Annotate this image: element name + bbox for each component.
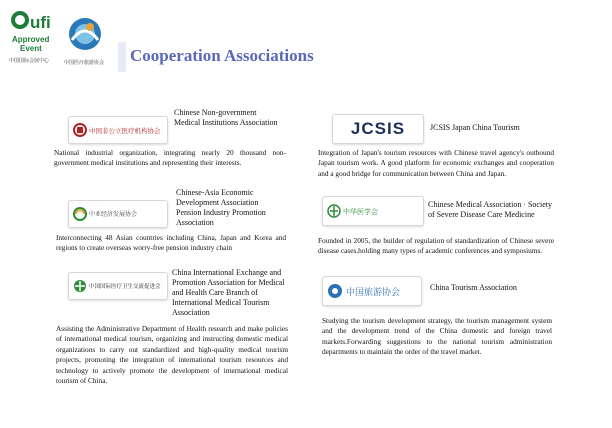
cieapa-logo: [68, 272, 168, 300]
jcsis-logo: JCSIS: [332, 114, 424, 144]
association-name: Chinese-Asia Economic Development Association Pension Industry Promotion Association: [176, 188, 266, 227]
svg-text:中国医疗旅游协会: 中国医疗旅游协会: [64, 60, 105, 66]
caeda-logo: [68, 200, 168, 228]
association-name: Chinese Non-government Medical Institutions Association: [174, 108, 278, 127]
svg-text:中亚经济发展协会: 中亚经济发展协会: [89, 211, 138, 218]
association-name: JCSIS Japan China Tourism: [430, 123, 520, 132]
association-description: Interconnecting 48 Asian countries including China, Japan and Korea and regions to create overseas worry-free pension industry chain: [56, 233, 286, 253]
association-description: Assisting the Administrative Department of Health research and make policies of international medical tourism, organizing and instructing domestic medical organizations to carry out standardized and high-quality medical tourism projects, promoting the integration of international tourism resources and technology to actively promote the development of international medical tourism of China.: [56, 324, 288, 386]
svg-text:中国旅游协会: 中国旅游协会: [346, 288, 401, 298]
association-name: China International Exchange and Promotion Association for Medical and Health Care Branch of International Medical Tourism Association: [172, 268, 285, 317]
china-tourism-association-logo: [322, 276, 422, 306]
cnmia-logo: [68, 116, 168, 144]
svg-text:ufi: ufi: [30, 13, 51, 32]
association-description: Studying the tourism development strategy, the tourism management system and the development trend of the China domestic and foreign travel markets.Forwarding suggestions to the national tourism administration departments to maintain the order of the travel market.: [322, 316, 552, 357]
medical-tourism-org-logo: [62, 10, 108, 68]
title-accent-bar: [118, 42, 126, 72]
chinese-medical-association-logo: [322, 196, 424, 226]
svg-text:Approved: Approved: [12, 35, 50, 44]
association-name: Chinese Medical Association · Society of Severe Disease Care Medicine: [428, 200, 552, 219]
svg-text:中国非公立医疗机构协会: 中国非公立医疗机构协会: [89, 127, 161, 135]
svg-text:Event: Event: [20, 44, 42, 53]
association-name: China Tourism Association: [430, 283, 517, 292]
svg-text:中华医学会: 中华医学会: [343, 208, 378, 216]
association-description: Integration of Japan's tourism resources with Chinese travel agency's outbound Japan tourism work. A good platform for economic exchanges and cooperation and a good bridge for communication between China and Japan.: [318, 148, 554, 178]
association-description: Founded in 2005, the builder of regulation of standardization of Chinese severe disease cases,holding many types of academic conferences and symposiums.: [318, 236, 554, 256]
page-title: Cooperation Associations: [130, 46, 314, 65]
svg-text:中国国际医疗卫生交流促进会: 中国国际医疗卫生交流促进会: [89, 284, 161, 290]
association-description: National industrial organization, integrating nearly 20 thousand non-government medical institutions and representing their interests.: [54, 148, 286, 168]
ufi-approved-event-logo: [8, 6, 58, 68]
svg-text:中国国际会展中心: 中国国际会展中心: [9, 58, 50, 64]
